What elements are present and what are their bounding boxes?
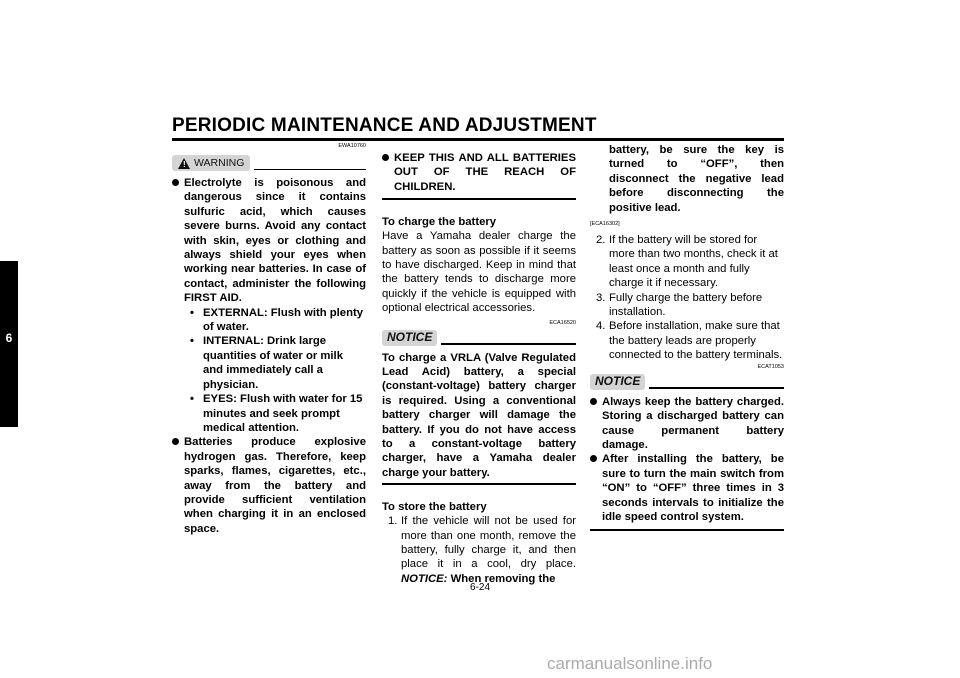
- column-3: [590, 143, 784, 531]
- charge-text: Have a Yamaha dealer charge the battery as soon as possible if it seems to have discharged. Keep in mind that the battery tends to discharge more quickly if the vehicle is equipped with optional electrical accessories.: [382, 230, 576, 315]
- notice-badge: NOTICE: [590, 374, 645, 390]
- bullet-text: KEEP THIS AND ALL BATTERIES OUT OF THE REACH OF CHILDREN.: [394, 152, 576, 193]
- bullet-icon: [590, 398, 597, 405]
- warning-bullet-3: [382, 151, 576, 194]
- step-number: 2.: [596, 234, 606, 247]
- first-aid-item: • EYES: Flush with water for 15 minutes and seek prompt medical attention.: [190, 393, 363, 434]
- bullet-text: Electrolyte is poisonous and dangerous since it contains sulfuric acid, which causes severe burns. Avoid any contact with skin, eyes or clothing and always shield your eyes when working near batteries. In case of contact, administer the following FIRST AID.: [184, 177, 366, 305]
- store-step: [590, 319, 784, 362]
- store-heading: To store the battery: [382, 500, 487, 513]
- bullet-icon: [382, 154, 389, 161]
- step-text: Fully charge the battery before installation.: [609, 291, 763, 319]
- store-step-1: [382, 514, 576, 586]
- step-text: If the battery will be stored for more than two months, check it at least once a month and fully charge it if necessary.: [609, 234, 778, 290]
- inline-notice-text: When removing the: [450, 572, 556, 585]
- page-header: [172, 116, 784, 141]
- warning-bullet-1: [172, 176, 366, 306]
- first-aid-item: • INTERNAL: Drink large quantities of water or milk and immediately call a physician.: [190, 335, 343, 391]
- step-text: battery, be sure the key is turned to “OFF”, then disconnect the negative lead before disconnecting the positive lead.: [609, 144, 784, 214]
- bullet-icon: [590, 455, 597, 462]
- page-number: 6-24: [469, 582, 490, 593]
- step-text: Before installation, make sure that the battery leads are properly connected to the battery terminals.: [609, 320, 783, 362]
- notice-rule: [441, 343, 576, 345]
- notice-rule: [649, 387, 784, 389]
- warning-bullet-2: [172, 435, 366, 536]
- store-step: [590, 291, 784, 320]
- step-text: If the vehicle will not be used for more than one month, remove the battery, fully charge it, and then place it in a cool, dry place.: [401, 515, 576, 571]
- notice-code: ECAT1053: [757, 363, 784, 370]
- first-aid-item: • EXTERNAL: Flush with plenty of water.: [190, 306, 364, 334]
- header-rule: [172, 138, 784, 141]
- notice-text: To charge a VRLA (Valve Regulated Lead Acid) battery, a special (constant-voltage) battery charger is required. Using a conventional battery charger will damage the battery. If you do not have access to a constant-voltage battery charger, have a Yamaha dealer charge your battery.: [382, 351, 576, 479]
- column-2: [382, 143, 576, 586]
- charge-heading: To charge the battery: [382, 215, 497, 228]
- notice-badge: NOTICE: [382, 330, 437, 346]
- first-aid-list: [172, 306, 366, 436]
- notice-ref: [ECA16302]: [590, 221, 620, 228]
- notice-label-row: [590, 370, 784, 390]
- notice-code: ECA16520: [549, 319, 576, 326]
- notice-bullet: [590, 452, 784, 524]
- store-step: [590, 233, 784, 291]
- warning-label-row: [172, 149, 366, 171]
- bullet-text: Batteries produce explosive hydrogen gas. Therefore, keep sparks, flames, cigarettes, etc., away from the battery and provide sufficient ventilation when charging it in an enclosed space.: [184, 436, 366, 535]
- warning-badge: [172, 155, 250, 171]
- warning-label: WARNING: [194, 156, 245, 169]
- warning-code: EWA10760: [338, 143, 366, 149]
- chapter-number: 6: [5, 331, 13, 345]
- bullet-text: After installing the battery, be sure to turn the main switch from “ON” to “OFF” three times in 3 seconds intervals to initialize the idle speed control system.: [602, 453, 784, 523]
- step-number: 1.: [388, 515, 398, 528]
- step-number: 3.: [596, 291, 606, 304]
- bullet-text: Always keep the battery charged. Storing a discharged battery can cause permanent battery damage.: [602, 395, 784, 451]
- chapter-tab: [0, 261, 18, 427]
- column-1: [172, 143, 366, 536]
- watermark: carmanualsonline.info: [547, 654, 713, 673]
- notice-end-rule: [590, 529, 784, 531]
- notice-label-row: [382, 326, 576, 346]
- step-number: 4.: [596, 320, 606, 333]
- store-step-1-cont: [590, 143, 784, 215]
- first-aid-text: EXTERNAL: Flush with plenty of water.: [203, 306, 364, 334]
- warning-rule: [254, 169, 366, 171]
- first-aid-text: EYES: Flush with water for 15 minutes and seek prompt medical attention.: [203, 393, 363, 434]
- inline-notice-label: NOTICE:: [401, 572, 448, 585]
- bullet-icon: [172, 438, 179, 445]
- bullet-icon: [172, 179, 179, 186]
- first-aid-text: INTERNAL: Drink large quantities of water or milk and immediately call a physician.: [203, 335, 343, 391]
- page-title: PERIODIC MAINTENANCE AND ADJUSTMENT: [172, 115, 597, 136]
- warning-triangle-icon: !: [178, 158, 190, 169]
- notice-bullet: [590, 395, 784, 453]
